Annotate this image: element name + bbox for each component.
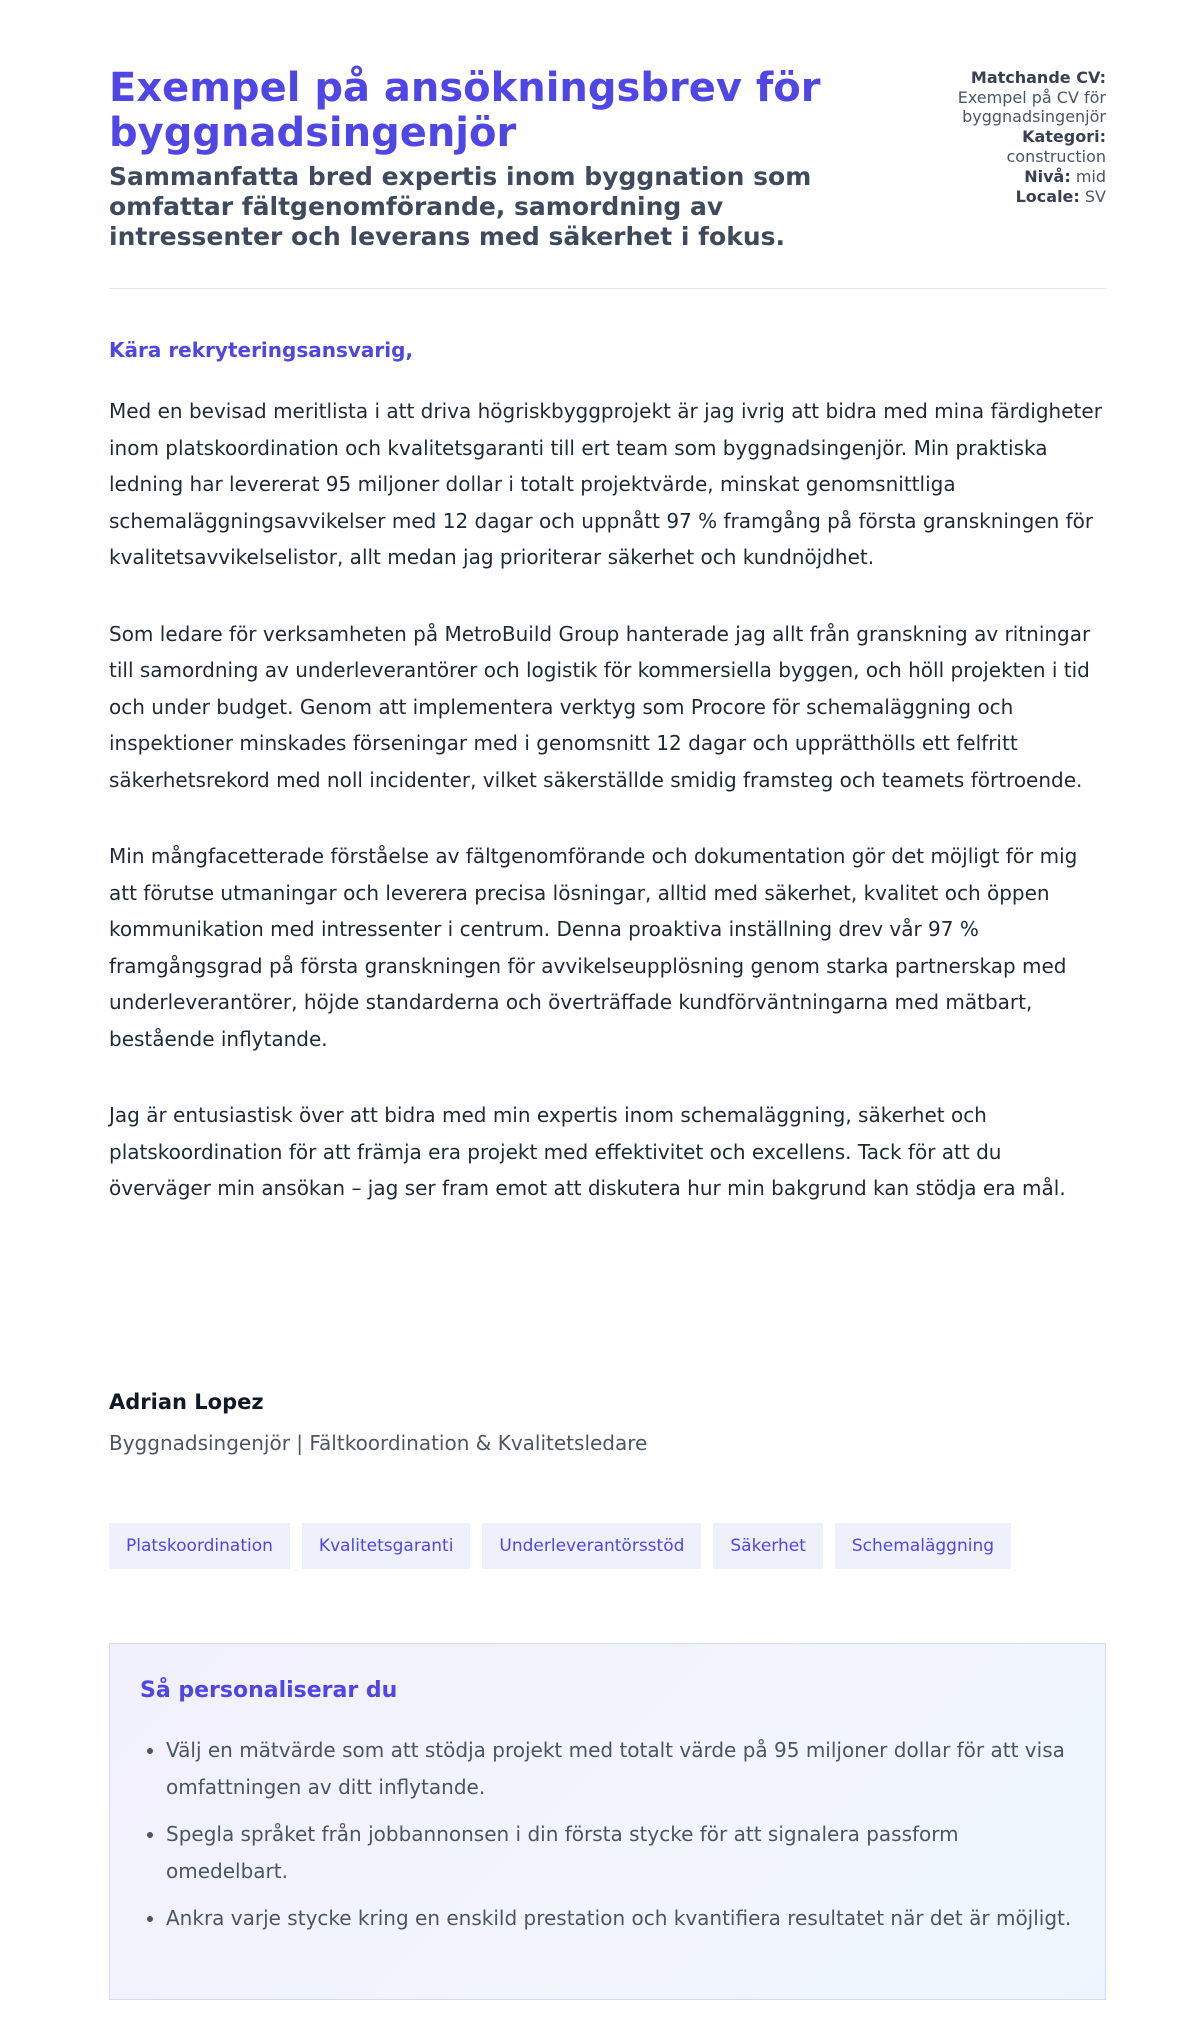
skill-tag: Säkerhet [713,1523,823,1569]
skill-tag: Underleverantörsstöd [482,1523,701,1569]
tips-list [140,1732,1086,1947]
tip-item: • Ankra varje stycke kring en enskild prestation och kvantifiera resultatet när det är möjligt. [166,1900,1086,1937]
meta-cv-label: Matchande CV: [970,68,1106,87]
letter-paragraph: Min mångfacetterade förståelse av fältgenomförande och dokumentation gör det möjligt för mig att förutse utmaningar och leverera precisa lösningar, alltid med säkerhet, kvalitet och öppen kommunikation med intressenter i centrum. Denna proaktiva inställning drev vår 97 % framgångsgrad på första granskningen för avvikelseupplösning genom starka partnerskap med underleverantörer, höjde standarderna och överträffade kundförväntningarna med mätbart, bestående inflytande. [109,844,1078,1051]
skill-tag: Schemaläggning [835,1523,1011,1569]
letter-paragraph: Jag är entusiastisk över att bidra med min expertis inom schemaläggning, säkerhet och platskoordination för att främja era projekt med effektivitet och excellens. Tack för att du överväger min ansökan – jag ser fram emot att diskutera hur min bakgrund kan stödja era mål. [109,1103,1066,1200]
page-title: Exempel på ansökningsbrev för byggnadsingenjör [109,65,821,156]
page-subtitle: Sammanfatta bred expertis inom byggnation som omfattar fältgenomförande, samordning av intressenter och leverans med säkerhet i fokus. [109,162,812,251]
skill-tag: Platskoordination [109,1523,290,1569]
content-column [109,0,1106,1930]
meta-locale-value: SV [1084,187,1106,206]
skill-tag: Kvalitetsgaranti [302,1523,471,1569]
meta-level-value: mid [1075,167,1106,186]
skill-tags [109,1523,1011,1569]
meta-cv-link[interactable]: Exempel på CV för byggnadsingenjör [957,88,1106,126]
tip-item: • Välj en mätvärde som att stödja projekt med totalt värde på 95 miljoner dollar för att visa omfattningen av ditt inflytande. [166,1732,1086,1806]
letter-greeting: Kära rekryteringsansvarig, [109,338,414,362]
meta-category-value: construction [1006,147,1106,166]
meta-panel [906,68,1106,207]
letter-paragraph: Som ledare för verksamheten på MetroBuild Group hanterade jag allt från granskning av ritningar till samordning av underleverantörer och logistik för kommersiella byggen, och höll projekten i tid och under budget. Genom att implementera verktyg som Procore för schemaläggning och inspektioner minskades förseningar med i genomsnitt 12 dagar och upprätthölls ett felfritt säkerhetsrekord med noll incidenter, vilket säkerställde smidig framsteg och teamets förtroende. [109,621,1091,792]
signature-role: Byggnadsingenjör | Fältkoordination & Kvalitetsledare [109,1431,648,1455]
personalization-tips-box [109,1643,1106,2000]
tip-item: • Spegla språket från jobbannonsen i din första stycke för att signalera passform omedelbart. [166,1816,1086,1890]
meta-level: Nivå: mid [1024,167,1106,186]
tips-title: Så personaliserar du [140,1678,398,1703]
letter-body [109,393,1106,1247]
meta-category-label: Kategori: [1022,127,1106,146]
signature-name: Adrian Lopez [109,1390,264,1414]
meta-locale: Locale: SV [1015,187,1106,206]
letter-paragraph: Med en bevisad meritlista i att driva högriskbyggprojekt är jag ivrig att bidra med mina färdigheter inom platskoordination och kvalitetsgaranti till ert team som byggnadsingenjör. Min praktiska ledning har levererat 95 miljoner dollar i totalt projektvärde, minskat genomsnittliga schemaläggningsavvikelser med 12 dagar och uppnått 97 % framgång på första granskningen för kvalitetsavvikelselistor, allt medan jag prioriterar säkerhet och kundnöjdhet. [109,399,1102,569]
page-header [109,0,1106,289]
